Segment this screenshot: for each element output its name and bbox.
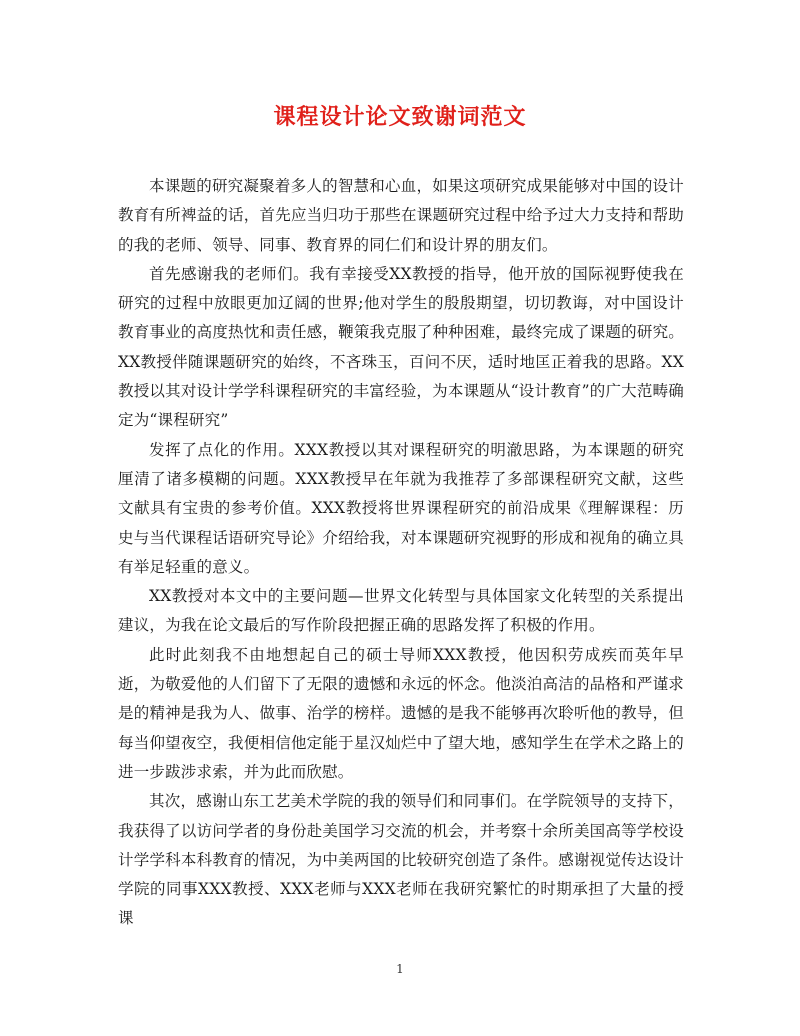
paragraph-1: 本课题的研究凝聚着多人的智慧和心血，如果这项研究成果能够对中国的设计教育有所裨益的话，首先应当归功于那些在课题研究过程中给予过大力支持和帮助的我的老师、领导、同事、教育界的同仁们和设计界的朋友们。 (118, 177, 684, 254)
document-title: 课程设计论文致谢词范文 (273, 104, 527, 130)
paragraph-5: 此时此刻我不由地想起自己的硕士导师XXX教授，他因积劳成疾而英年早逝，为敬爱他的人们留下了无限的遗憾和永远的怀念。他淡泊高洁的品格和严谨求是的精神是我为人、做事、治学的榜样。遗憾的是我不能够再次聆听他的教导，但每当仰望夜空，我便相信他定能于星汉灿烂中了望大地，感知学生在学术之路上的进一步跋涉求索，并为此而欣慰。 (118, 645, 684, 781)
paragraph-4: XX教授对本文中的主要问题—世界文化转型与具体国家文化转型的关系提出建议，为我在论文最后的写作阶段把握正确的思路发挥了积极的作用。 (118, 587, 684, 635)
page-number: 1 (396, 962, 404, 976)
paragraph-2: 首先感谢我的老师们。我有幸接受XX教授的指导，他开放的国际视野使我在研究的过程中放眼更加辽阔的世界;他对学生的殷殷期望，切切教诲，对中国设计教育事业的高度热忱和责任感，鞭策我克服了种种困难，最终完成了课题的研究。XX教授伴随课题研究的始终，不吝珠玉，百问不厌，适时地匡正着我的思路。XX教授以其对设计学学科课程研究的丰富经验，为本课题从“设计教育”的广大范畴确定为“课程研究” (118, 264, 684, 430)
paragraph-3: 发挥了点化的作用。XXX教授以其对课程研究的明澈思路，为本课题的研究厘清了诸多模糊的问题。XXX教授早在年就为我推荐了多部课程研究文献，这些文献具有宝贵的参考价值。XXX教授将世界课程研究的前沿成果《理解课程：历史与当代课程话语研究导论》介绍给我，对本课题研究视野的形成和视角的确立具有举足轻重的意义。 (118, 440, 684, 576)
document-body (118, 172, 684, 934)
paragraph-6: 其次，感谢山东工艺美术学院的我的领导们和同事们。在学院领导的支持下，我获得了以访问学者的身份赴美国学习交流的机会，并考察十余所美国高等学校设计学学科本科教育的情况，为中美两国的比较研究创造了条件。感谢视觉传达设计学院的同事XXX教授、XXX老师与XXX老师在我研究繁忙的时期承担了大量的授课 (118, 792, 684, 928)
